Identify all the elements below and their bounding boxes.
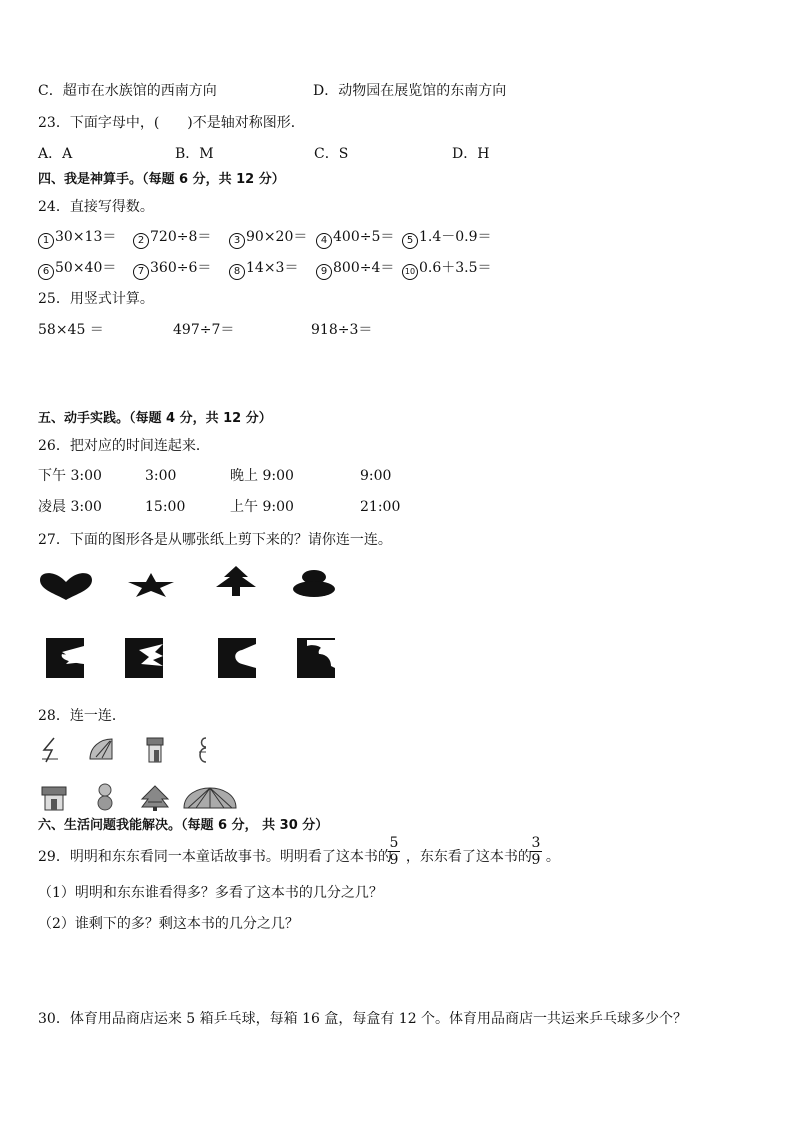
- q25-item-1: 58×45 ＝: [38, 322, 104, 338]
- circled-number: 1: [38, 233, 54, 249]
- q24-item-1: 1 30×13＝: [38, 228, 116, 249]
- section-5-title: 五、动手实践。（每题 4 分，共 12 分）: [38, 411, 272, 426]
- q25-stem: 25．用竖式计算。: [38, 291, 154, 307]
- q24-item-10: 10 0.6＋3.5＝: [402, 259, 492, 280]
- q29-fraction-2: 3 9: [531, 835, 541, 868]
- tree-icon: [140, 785, 170, 811]
- q24-stem: 24．直接写得数。: [38, 199, 154, 215]
- tree-shape-icon: [208, 565, 264, 597]
- section-6-title: 六、生活问题我能解决。（每题 6 分， 共 30 分）: [38, 818, 329, 833]
- q26-row2-col2: 15:00: [145, 499, 186, 515]
- paper-sheet-3-icon: [218, 638, 258, 678]
- q28-stem: 28．连一连．: [38, 708, 126, 724]
- heart-shape-icon: [38, 570, 94, 602]
- q26-row2-col3: 上午 9:00: [230, 499, 294, 515]
- q29-sub1: （1）明明和东东谁看得多？多看了这本书的几分之几？: [38, 885, 383, 901]
- q26-row2-col4: 21:00: [360, 499, 401, 515]
- q29-stem: 29．明明和东东看同一本童话故事书。明明看了这本书的 ，东东看了这本书的 。: [38, 849, 560, 865]
- half-house-icon: [145, 736, 165, 764]
- q24-item-9: 9 800÷4＝: [316, 259, 394, 280]
- q24-item-2: 2 720÷8＝: [133, 228, 211, 249]
- q22-option-d: D．动物园在展览馆的东南方向: [313, 83, 507, 99]
- q25-item-3: 918÷3＝: [311, 322, 373, 338]
- circled-number: 10: [402, 264, 418, 280]
- q26-row2-col1: 凌晨 3:00: [38, 499, 102, 515]
- q23-option-d: D．H: [452, 146, 490, 162]
- half-snowman-icon: [196, 736, 210, 764]
- q23-option-c: C．S: [314, 146, 349, 162]
- q23-option-a: A．A: [38, 146, 73, 162]
- q26-row1-col3: 晚上 9:00: [230, 468, 294, 484]
- paper-sheet-1-icon: [46, 638, 86, 678]
- umbrella-icon: [182, 786, 238, 810]
- circled-number: 6: [38, 264, 54, 280]
- q25-item-2: 497÷7＝: [173, 322, 235, 338]
- q27-stem: 27．下面的图形各是从哪张纸上剪下来的？请你连一连。: [38, 532, 392, 548]
- q29-sub2: （2）谁剩下的多？剩这本书的几分之几？: [38, 916, 299, 932]
- q26-row1-col4: 9:00: [360, 468, 392, 484]
- q24-item-8: 8 14×3＝: [229, 259, 298, 280]
- circled-number: 7: [133, 264, 149, 280]
- circled-number: 4: [316, 233, 332, 249]
- q26-row1-col2: 3:00: [145, 468, 177, 484]
- q22-option-c: C．超市在水族馆的西南方向: [38, 83, 217, 99]
- q24-item-4: 4 400÷5＝: [316, 228, 394, 249]
- mushroom-shape-icon: [292, 568, 336, 598]
- circled-number: 9: [316, 264, 332, 280]
- circled-number: 5: [402, 233, 418, 249]
- q24-item-3: 3 90×20＝: [229, 228, 307, 249]
- circled-number: 8: [229, 264, 245, 280]
- q23-stem: 23．下面字母中，( )不是轴对称图形．: [38, 115, 305, 131]
- q24-item-7: 7 360÷6＝: [133, 259, 211, 280]
- paper-sheet-2-icon: [125, 638, 165, 678]
- half-lightning-icon: [40, 737, 62, 763]
- q29-fraction-1: 5 9: [389, 835, 399, 868]
- q26-stem: 26．把对应的时间连起来．: [38, 438, 210, 454]
- q26-row1-col1: 下午 3:00: [38, 468, 102, 484]
- section-4-title: 四、我是神算手。（每题 6 分，共 12 分）: [38, 172, 285, 187]
- circled-number: 3: [229, 233, 245, 249]
- house-icon: [40, 785, 68, 811]
- circled-number: 2: [133, 233, 149, 249]
- q24-item-5: 5 1.4－0.9＝: [402, 228, 492, 249]
- q24-item-6: 6 50×40＝: [38, 259, 116, 280]
- half-umbrella-icon: [88, 737, 114, 763]
- snowman-icon: [94, 783, 116, 811]
- star-shape-icon: [126, 572, 176, 598]
- q23-option-b: B．M: [175, 146, 214, 162]
- q30-stem: 30．体育用品商店运来 5 箱乒乓球，每箱 16 盒，每盒有 12 个。体育用品商店一共运来乒乓球多少个？: [38, 1011, 688, 1027]
- paper-sheet-4-icon: [297, 638, 337, 678]
